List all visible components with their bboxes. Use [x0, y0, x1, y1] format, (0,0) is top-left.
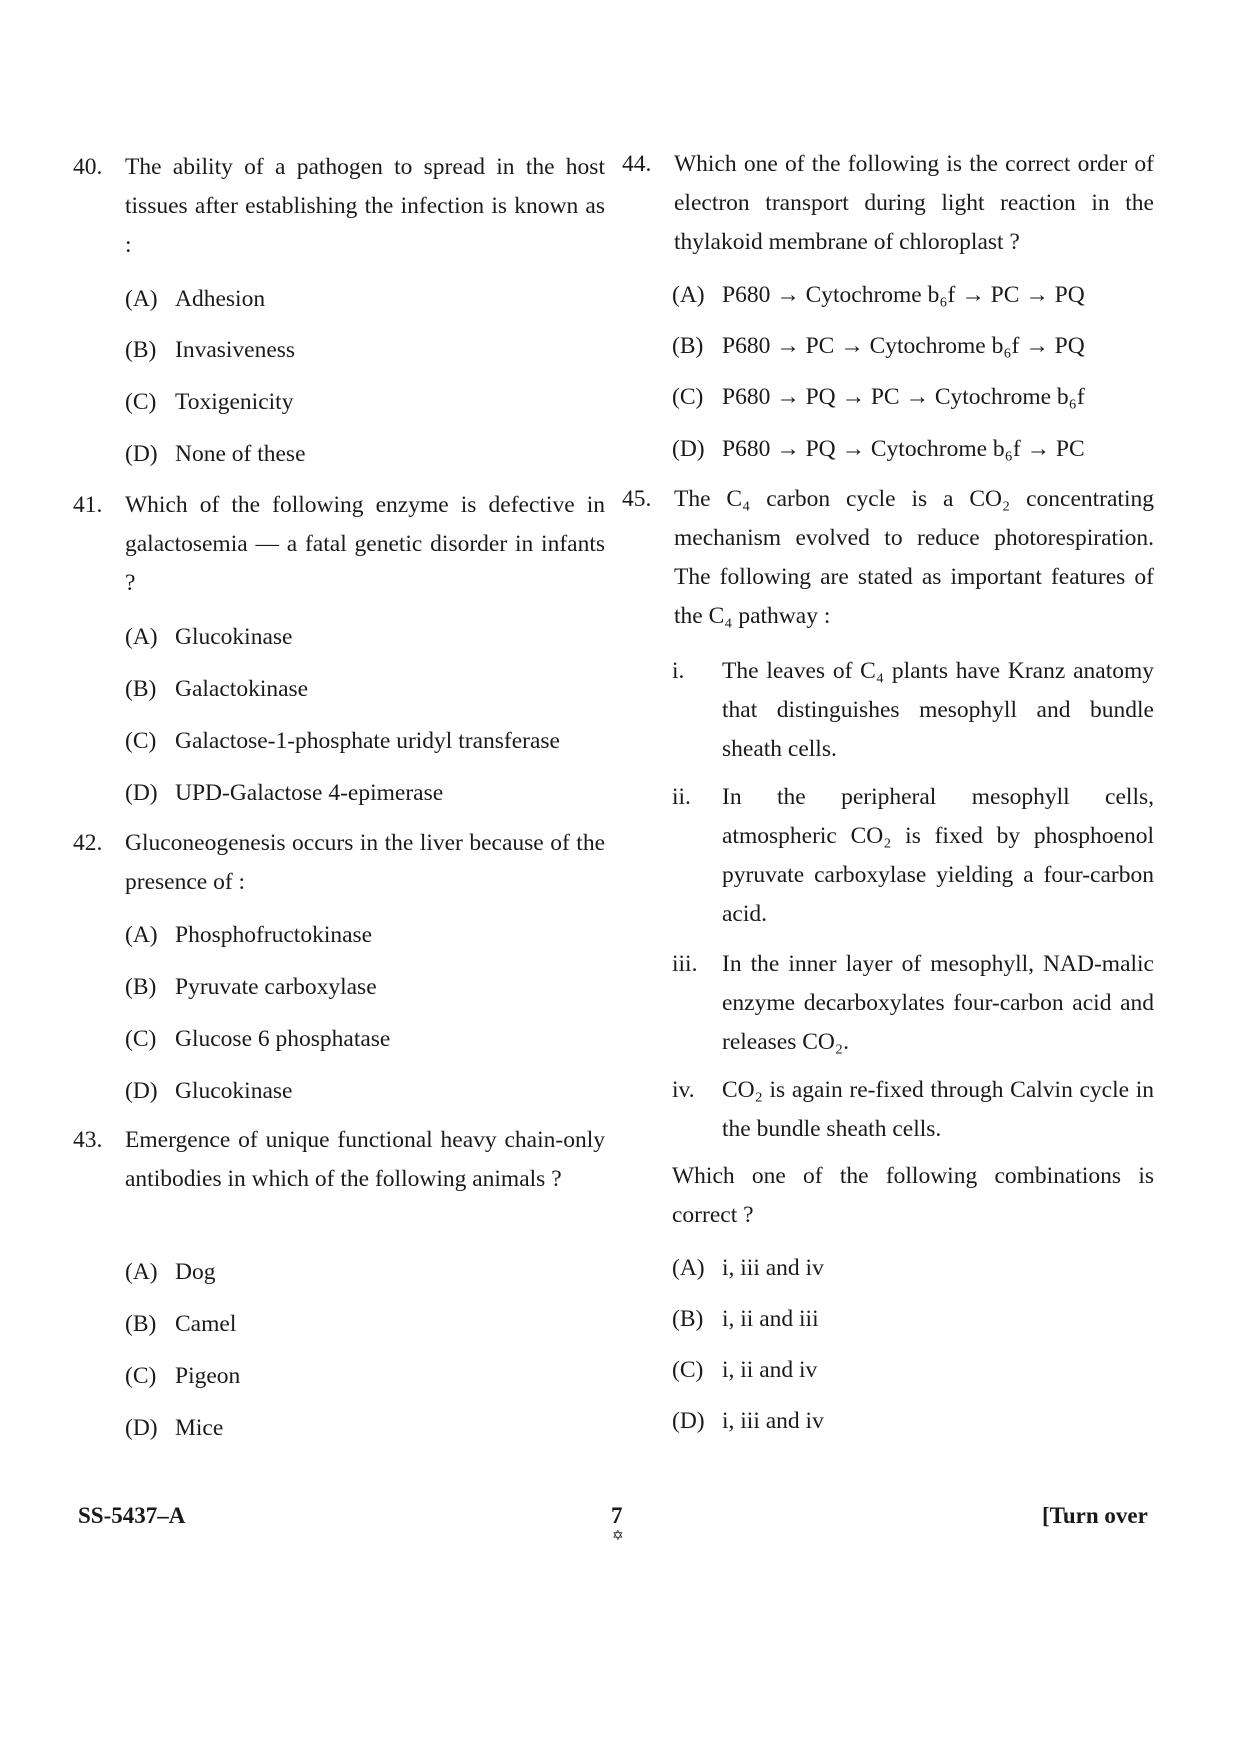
option-text: Mice: [175, 1415, 224, 1441]
option-text: Toxigenicity: [175, 389, 294, 415]
option-label: (B): [125, 1311, 157, 1337]
option-text: Dog: [175, 1259, 216, 1285]
statement-number: iii.: [672, 951, 698, 977]
option-label: (B): [125, 337, 157, 363]
option-a[interactable]: [125, 622, 292, 652]
option-label: (C): [672, 384, 704, 410]
question-number: 40.: [73, 154, 103, 180]
option-a[interactable]: [125, 284, 265, 314]
option-d[interactable]: [125, 439, 306, 469]
option-d[interactable]: [125, 1076, 292, 1106]
option-c[interactable]: [125, 1361, 240, 1391]
question-text: The ability of a pathogen to spread in the host tissues after establishing the infection is known as :: [125, 154, 605, 258]
option-text: Pyruvate carboxylase: [175, 974, 377, 1000]
option-text: i, ii and iv: [722, 1357, 818, 1383]
option-c[interactable]: [125, 726, 560, 756]
option-label: (C): [125, 728, 157, 754]
option-d[interactable]: [672, 434, 1085, 464]
question-text: Which of the following enzyme is defective in galactosemia — a fatal genetic disorder in infants ?: [125, 492, 605, 596]
option-a[interactable]: [672, 1253, 824, 1283]
option-text: Camel: [175, 1311, 237, 1337]
option-text: P680 → Cytochrome b₆f → PC → PQ: [722, 282, 1085, 308]
option-label: (D): [672, 1408, 705, 1434]
option-text: i, iii and iv: [722, 1255, 824, 1281]
question-number: 45.: [622, 486, 652, 512]
option-label: (B): [672, 1306, 704, 1332]
option-label: (D): [672, 436, 705, 462]
question-text: Gluconeogenesis occurs in the liver because of the presence of :: [125, 830, 605, 895]
option-c[interactable]: [125, 1024, 390, 1054]
question-number: 41.: [73, 492, 103, 518]
option-text: None of these: [175, 441, 306, 467]
option-text: Glucose 6 phosphatase: [175, 1026, 391, 1052]
option-text: i, ii and iii: [722, 1306, 819, 1332]
option-text: Galactose-1-phosphate uridyl transferase: [175, 728, 560, 754]
option-label: (D): [125, 1078, 158, 1104]
option-label: (D): [125, 441, 158, 467]
turn-over-label: [Turn over: [1042, 1503, 1148, 1528]
option-b[interactable]: [125, 335, 295, 365]
option-label: (C): [125, 389, 157, 415]
option-label: (A): [672, 1255, 705, 1281]
option-text: P680 → PQ → Cytochrome b₆f → PC: [722, 436, 1085, 462]
option-label: (A): [125, 624, 158, 650]
option-text: Phosphofructokinase: [175, 922, 373, 948]
option-text: P680 → PC → Cytochrome b₆f → PQ: [722, 333, 1085, 359]
option-text: Adhesion: [175, 286, 266, 312]
question-prompt: [672, 1157, 1154, 1235]
option-d[interactable]: [125, 778, 443, 808]
option-d[interactable]: [672, 1406, 824, 1436]
option-b[interactable]: [125, 674, 308, 704]
option-a[interactable]: [672, 280, 1085, 310]
option-label: (C): [125, 1026, 157, 1052]
option-c[interactable]: [672, 382, 1085, 412]
statement-number: ii.: [672, 784, 691, 810]
option-c[interactable]: [125, 387, 293, 417]
option-b[interactable]: [672, 331, 1085, 361]
option-label: (B): [125, 974, 157, 1000]
option-text: Glucokinase: [175, 1078, 293, 1104]
prompt-text: Which one of the following combinations is correct ?: [672, 1163, 1154, 1228]
option-label: (A): [125, 1259, 158, 1285]
option-text: Galactokinase: [175, 676, 309, 702]
star-symbol-icon: ✡: [612, 1529, 624, 1544]
option-a[interactable]: [125, 920, 372, 950]
question-text: Emergence of unique functional heavy chain-only antibodies in which of the following animals ?: [125, 1127, 605, 1192]
option-b[interactable]: [672, 1304, 819, 1334]
statement-text: In the peripheral mesophyll cells, atmospheric CO₂ is fixed by phosphoenol pyruvate carboxylase yielding a four-carbon acid.: [722, 784, 1154, 927]
option-text: Invasiveness: [175, 337, 296, 363]
option-text: i, iii and iv: [722, 1408, 824, 1434]
option-label: (B): [672, 333, 704, 359]
question-text: The C₄ carbon cycle is a CO₂ concentrating mechanism evolved to reduce photorespiration. The following are stated as important features of the C₄ pathway :: [674, 486, 1154, 629]
page-number: 7: [611, 1503, 623, 1528]
statement-number: iv.: [672, 1077, 695, 1103]
option-label: (A): [125, 286, 158, 312]
option-label: (B): [125, 676, 157, 702]
option-text: UPD-Galactose 4-epimerase: [175, 780, 444, 806]
option-label: (C): [125, 1363, 157, 1389]
option-a[interactable]: [125, 1257, 215, 1287]
option-text: Pigeon: [175, 1363, 241, 1389]
statement-text: CO₂ is again re-fixed through Calvin cycle in the bundle sheath cells.: [722, 1077, 1154, 1142]
question-number: 44.: [622, 151, 652, 177]
option-d[interactable]: [125, 1413, 223, 1443]
statement-text: In the inner layer of mesophyll, NAD-malic enzyme decarboxylates four-carbon acid and releases CO₂.: [722, 951, 1154, 1055]
question-text: Which one of the following is the correct order of electron transport during light reaction in the thylakoid membrane of chloroplast ?: [674, 151, 1154, 255]
paper-code: SS-5437–A: [78, 1503, 186, 1528]
option-text: Glucokinase: [175, 624, 293, 650]
statement-number: i.: [672, 658, 685, 684]
option-b[interactable]: [125, 1309, 236, 1339]
option-label: (D): [125, 1415, 158, 1441]
option-label: (A): [125, 922, 158, 948]
question-number: 43.: [73, 1127, 103, 1153]
option-label: (A): [672, 282, 705, 308]
option-b[interactable]: [125, 972, 377, 1002]
question-number: 42.: [73, 830, 103, 856]
option-c[interactable]: [672, 1355, 817, 1385]
option-text: P680 → PQ → PC → Cytochrome b₆f: [722, 384, 1085, 410]
statement-text: The leaves of C₄ plants have Kranz anatomy that distinguishes mesophyll and bundle sheath cells.: [722, 658, 1154, 762]
option-label: (D): [125, 780, 158, 806]
option-label: (C): [672, 1357, 704, 1383]
